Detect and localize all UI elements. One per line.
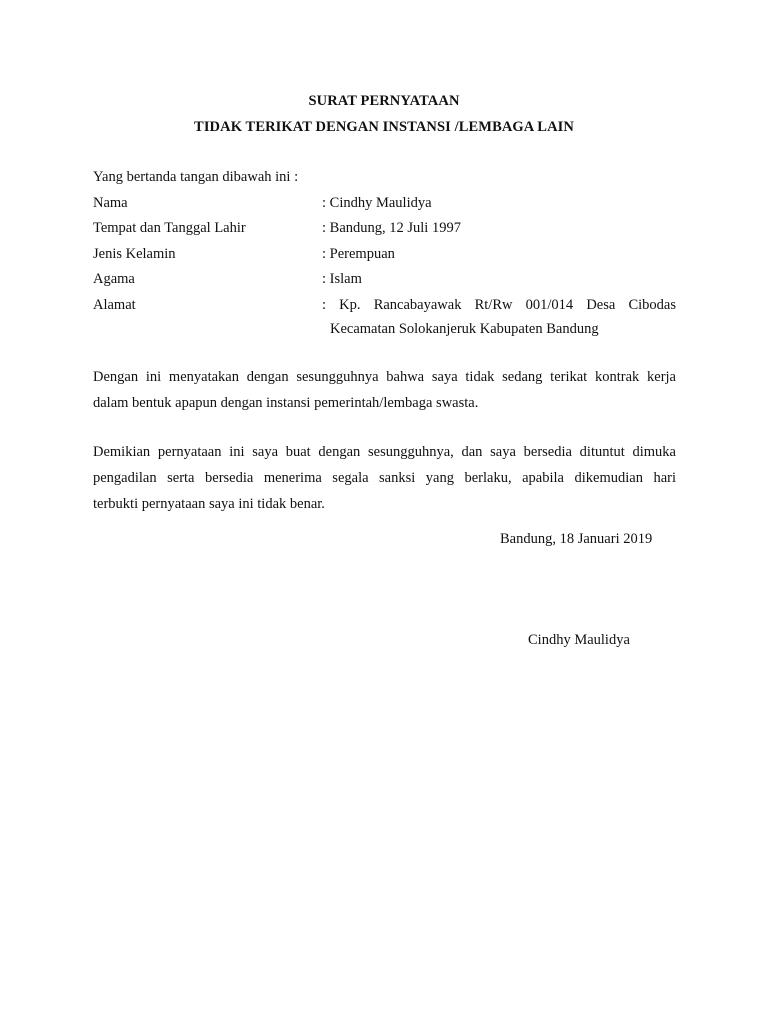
field-value-alamat-line2: Kecamatan Solokanjeruk Kabupaten Bandung	[330, 321, 599, 337]
document-title: SURAT PERNYATAAN	[308, 93, 460, 109]
closing-line: terbukti pernyataan saya ini tidak benar.	[93, 496, 325, 512]
statement-paragraph	[93, 364, 676, 416]
field-label-agama: Agama	[93, 271, 135, 287]
field-value-ttl: : Bandung, 12 Juli 1997	[322, 220, 461, 236]
field-label-jenis-kelamin: Jenis Kelamin	[93, 246, 176, 262]
closing-paragraph	[93, 439, 676, 517]
statement-line: dalam bentuk apapun dengan instansi pemerintah/lembaga swasta.	[93, 395, 479, 411]
field-value-nama: : Cindhy Maulidya	[322, 195, 432, 211]
field-label-alamat: Alamat	[93, 297, 136, 313]
statement-line: Dengan ini menyatakan dengan sesungguhnya bahwa saya tidak sedang terikat kontrak kerja	[93, 369, 676, 385]
place-date: Bandung, 18 Januari 2019	[500, 531, 653, 547]
field-value-jenis-kelamin: : Perempuan	[322, 246, 395, 262]
document-subtitle: TIDAK TERIKAT DENGAN INSTANSI /LEMBAGA LAIN	[194, 119, 574, 135]
intro-text: Yang bertanda tangan dibawah ini :	[93, 169, 299, 185]
signatory-name: Cindhy Maulidya	[528, 632, 630, 648]
field-value-alamat-line1: : Kp. Rancabayawak Rt/Rw 001/014 Desa Cibodas	[322, 297, 676, 313]
field-label-ttl: Tempat dan Tanggal Lahir	[93, 220, 246, 236]
closing-line: pengadilan serta bersedia menerima segala sanksi yang berlaku, apabila dikemudian hari	[93, 470, 676, 486]
field-value-agama: : Islam	[322, 271, 362, 287]
closing-line: Demikian pernyataan ini saya buat dengan sesungguhnya, dan saya bersedia dituntut dimuka	[93, 444, 676, 460]
field-label-nama: Nama	[93, 195, 128, 211]
